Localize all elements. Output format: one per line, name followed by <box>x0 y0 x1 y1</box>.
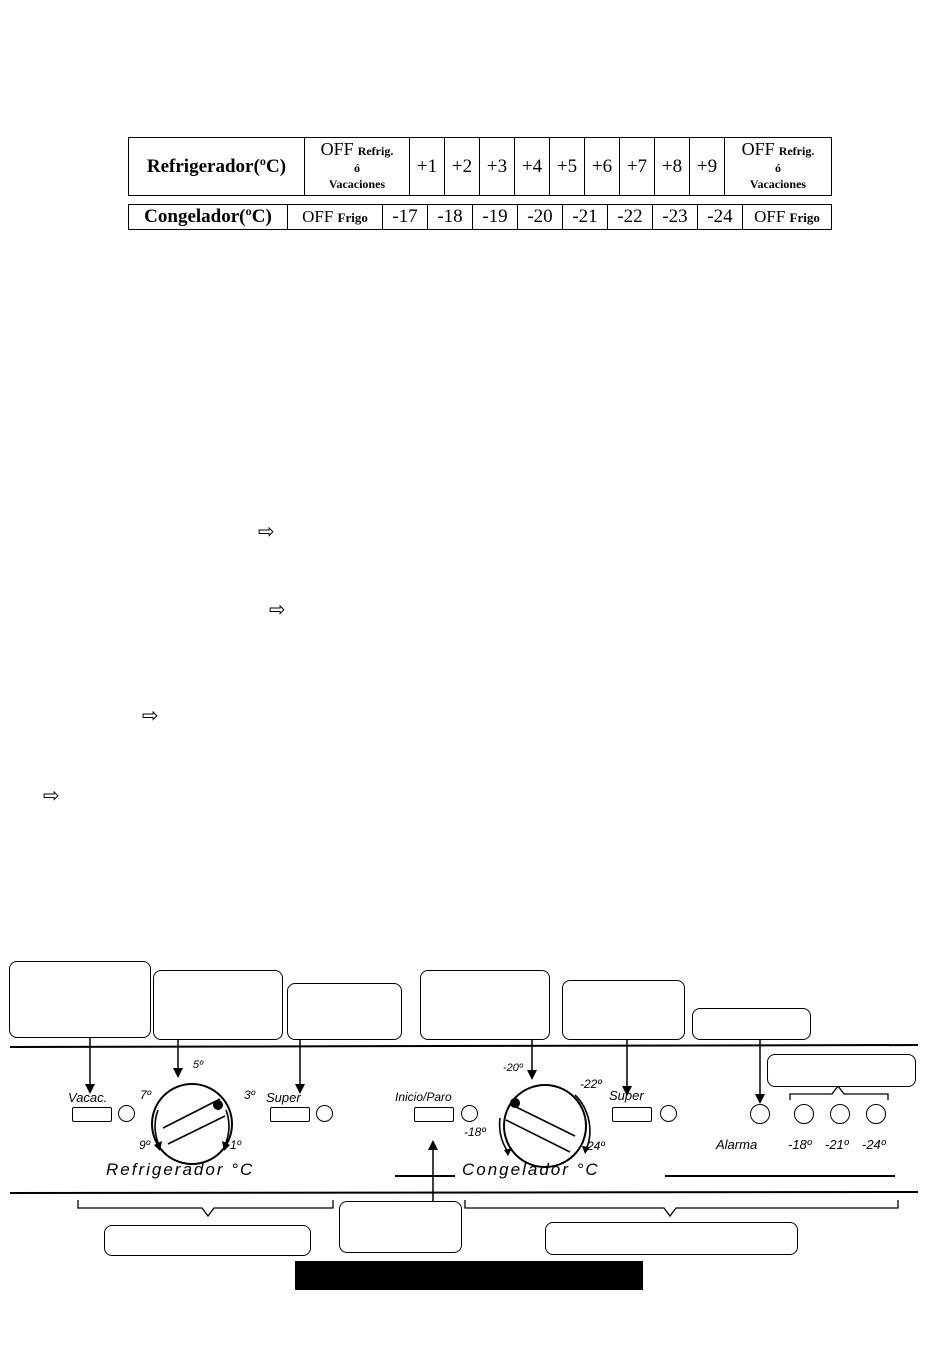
congelador-value: -24 <box>698 205 743 230</box>
callout-box <box>692 1008 811 1040</box>
callout-box <box>339 1201 462 1253</box>
off-label: OFF <box>741 138 775 159</box>
super-refrigerador-label: Super <box>266 1090 301 1105</box>
refrigerador-value: +6 <box>585 138 620 196</box>
alarma-led <box>750 1104 770 1124</box>
super-refrigerador-button[interactable] <box>270 1107 310 1122</box>
callout-box <box>420 970 550 1040</box>
hollow-arrow-icon: ⇨ <box>43 783 60 807</box>
dial-cong-label-left: -18º <box>464 1125 486 1139</box>
callout-box <box>767 1054 916 1087</box>
congelador-value: -18 <box>428 205 473 230</box>
callout-box <box>153 970 283 1040</box>
congelador-value: -19 <box>473 205 518 230</box>
off-sub-label: ó <box>775 160 781 175</box>
congelador-value: -17 <box>383 205 428 230</box>
refrigerador-value: +3 <box>480 138 515 196</box>
inicio-paro-button[interactable] <box>414 1107 454 1122</box>
dial-cong-label-top: -20º <box>503 1062 523 1074</box>
hollow-arrow-icon: ⇨ <box>269 597 286 621</box>
dial-ref-label-left: 7º <box>140 1088 152 1102</box>
vacac-led <box>118 1105 135 1122</box>
indicator-label: -18º <box>788 1137 812 1152</box>
refrigerador-value: +7 <box>620 138 655 196</box>
refrigerador-value: +8 <box>655 138 690 196</box>
refrigerador-value: +5 <box>550 138 585 196</box>
refrigerador-value: +4 <box>515 138 550 196</box>
off-label: OFF <box>320 138 354 159</box>
inicio-paro-label: Inicio/Paro <box>395 1090 452 1104</box>
off-sub-label: Refrig. <box>357 143 394 158</box>
indicator-label: -21º <box>825 1137 849 1152</box>
vacac-button[interactable] <box>72 1107 112 1122</box>
off-sub-label: Refrig. <box>778 143 815 158</box>
dial-cong-label-bottom-right: -24º <box>583 1139 605 1153</box>
dial-ref-label-bottom-right: 1º <box>230 1138 242 1152</box>
off-sub-label: ó <box>354 160 360 175</box>
off-sub-label: Vacaciones <box>328 177 386 192</box>
refrigerador-value: +1 <box>410 138 445 196</box>
callout-box <box>287 983 402 1040</box>
inicio-paro-led <box>461 1105 478 1122</box>
refrigerador-header: Refrigerador(ºC) <box>129 138 305 196</box>
off-label: OFF <box>302 207 334 227</box>
indicator-label: -24º <box>862 1137 886 1152</box>
callout-box <box>9 961 151 1038</box>
super-congelador-label: Super <box>609 1088 644 1103</box>
dial-ref-label-right: 3º <box>244 1088 256 1102</box>
indicator-led-18 <box>794 1104 814 1124</box>
off-sub-label: Frigo <box>789 210 820 226</box>
congelador-value: -20 <box>518 205 563 230</box>
congelador-value: -21 <box>563 205 608 230</box>
off-label: OFF <box>754 207 786 227</box>
indicator-led-24 <box>866 1104 886 1124</box>
super-congelador-led <box>660 1105 677 1122</box>
hollow-arrow-icon: ⇨ <box>258 519 275 543</box>
congelador-value: -23 <box>653 205 698 230</box>
off-sub-label: Frigo <box>337 210 368 226</box>
alarma-label: Alarma <box>716 1137 758 1152</box>
dial-cong-label-right: -22º <box>580 1077 602 1091</box>
congelador-panel-label: Congelador °C <box>462 1160 600 1179</box>
dial-ref-label-top: 5º <box>193 1059 204 1071</box>
congelador-header: Congelador(ºC) <box>129 205 288 230</box>
super-congelador-button[interactable] <box>612 1107 652 1122</box>
dial-ref-label-bottom-left: 9º <box>139 1138 151 1152</box>
refrigerador-value: +2 <box>445 138 480 196</box>
indicator-led-21 <box>830 1104 850 1124</box>
refrigerador-value: +9 <box>690 138 725 196</box>
refrigerador-panel-label: Refrigerador °C <box>106 1160 255 1179</box>
off-sub-label: Vacaciones <box>749 177 807 192</box>
congelador-value: -22 <box>608 205 653 230</box>
callout-box <box>562 980 685 1040</box>
caption-bar <box>295 1261 643 1290</box>
hollow-arrow-icon: ⇨ <box>142 703 159 727</box>
vacac-label: Vacac. <box>68 1090 108 1105</box>
callout-box <box>104 1225 311 1256</box>
callout-box <box>545 1222 798 1255</box>
super-refrigerador-led <box>316 1105 333 1122</box>
